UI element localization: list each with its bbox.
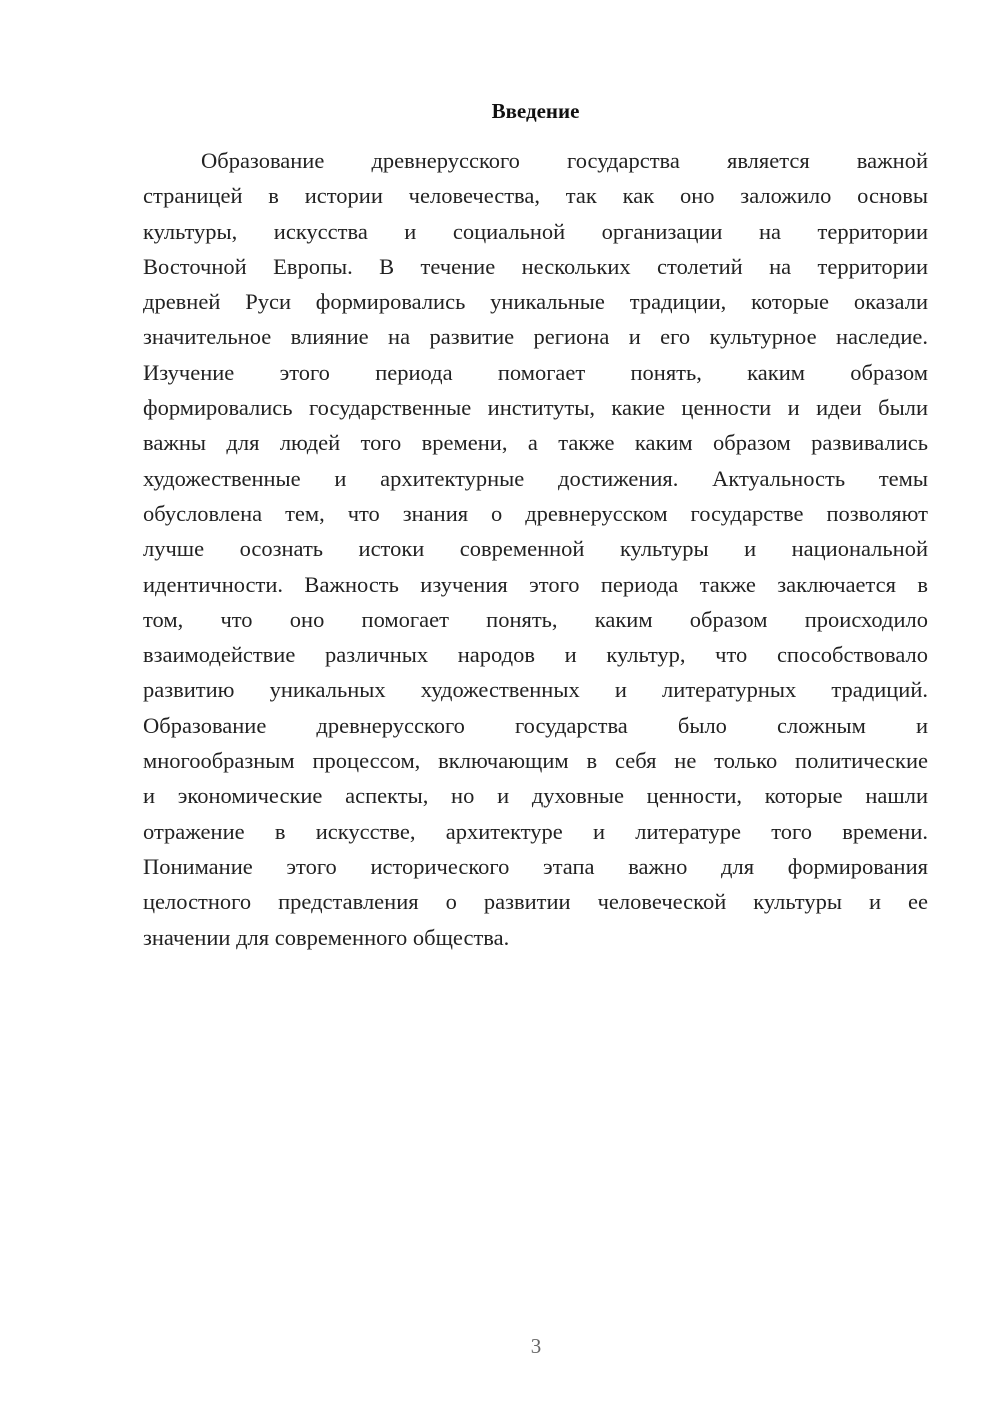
paragraph-line: том, что оно помогает понять, каким образом происходило [143,606,928,632]
paragraph-line: многообразным процессом, включающим в себя не только политические [143,748,928,774]
paragraph-line: древней Руси формировались уникальные традиции, которые оказали [143,289,928,315]
paragraph-line: художественные и архитектурные достижения. Актуальность темы [143,465,928,491]
paragraph-line: важны для людей того времени, а также каким образом развивались [143,430,928,456]
paragraph-line: развитию уникальных художественных и литературных традиций. [143,677,928,703]
paragraph-line: Образование древнерусского государства было сложным и [143,712,928,738]
body-paragraph [143,143,928,955]
section-heading: Введение [491,99,580,123]
paragraph-line: и экономические аспекты, но и духовные ценности, которые нашли [143,783,928,809]
paragraph-line: формировались государственные институты, какие ценности и идеи были [143,395,928,421]
paragraph-line: идентичности. Важность изучения этого периода также заключается в [143,571,928,597]
paragraph-line: культуры, искусства и социальной организации на территории [143,218,928,244]
paragraph-line: значении для современного общества. [143,924,510,950]
paragraph-line: целостного представления о развитии человеческой культуры и ее [143,889,928,915]
page-number: 3 [530,1334,542,1358]
paragraph-line: Изучение этого периода помогает понять, каким образом [143,359,928,385]
paragraph-line: страницей в истории человечества, так как оно заложило основы [143,183,928,209]
paragraph-line: обусловлена тем, что знания о древнерусском государстве позволяют [143,500,928,526]
paragraph-line: Понимание этого исторического этапа важно для формирования [143,853,928,879]
paragraph-line: отражение в искусстве, архитектуре и литературе того времени. [143,818,928,844]
paragraph-line: Восточной Европы. В течение нескольких столетий на территории [143,253,928,279]
paragraph-line: значительное влияние на развитие региона и его культурное наследие. [143,324,928,350]
paragraph-line: взаимодействие различных народов и культур, что способствовало [143,642,928,668]
paragraph-line: Образование древнерусского государства является важной [201,148,928,173]
paragraph-line: лучше осознать истоки современной культуры и национальной [143,536,928,562]
